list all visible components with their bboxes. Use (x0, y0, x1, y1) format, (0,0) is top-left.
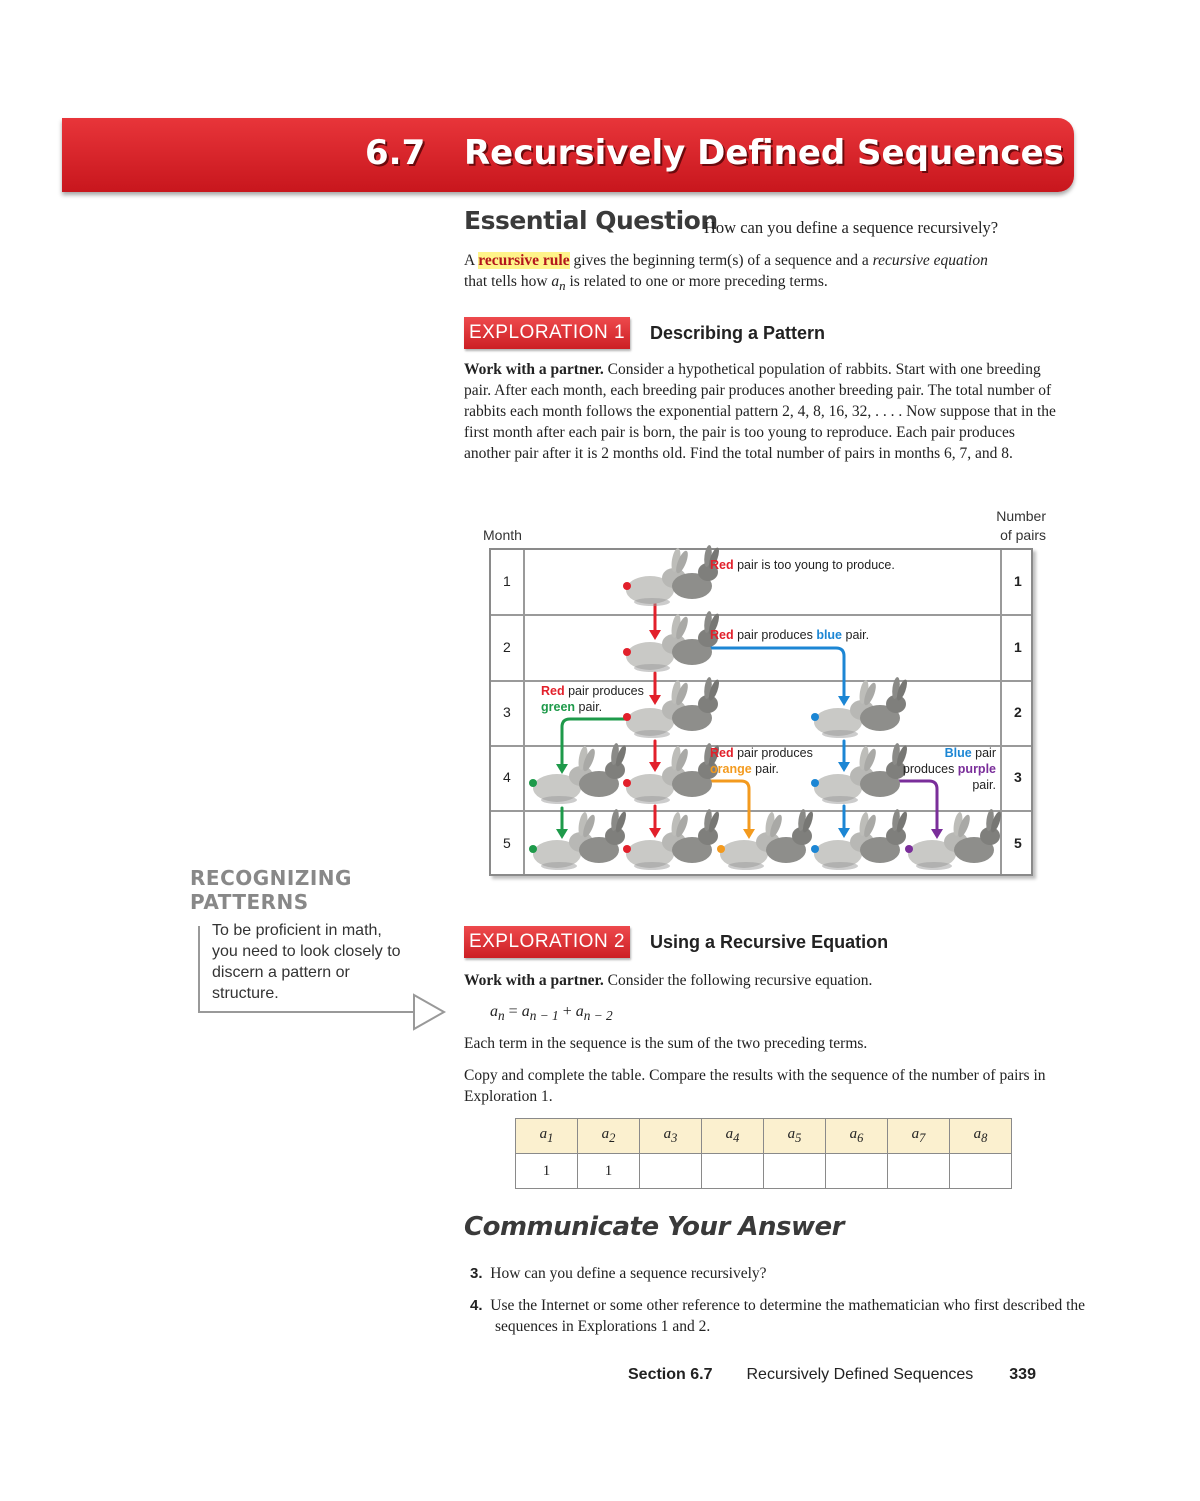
sequence-value-cell (950, 1154, 1012, 1189)
page-footer (628, 1366, 1036, 1384)
formula-part: a (490, 1003, 498, 1020)
sum-description: Each term in the sequence is the sum of the two preceding terms. (464, 1035, 868, 1052)
note-text: pair. (972, 778, 996, 792)
intro-text: gives the beginning term(s) of a sequence and a (569, 252, 873, 269)
month-column-label: Month (483, 527, 522, 543)
pairs-count: 5 (1014, 835, 1022, 851)
note-text: pair produces (564, 684, 644, 698)
exploration-1-tag: EXPLORATION 1 (464, 317, 630, 349)
pairs-column-label-2: of pairs (1000, 527, 1046, 543)
footer-section: Section 6.7 (628, 1366, 713, 1383)
lead-text: Work with a partner. (464, 361, 604, 378)
rabbit-icon (626, 743, 721, 804)
body-text: Consider the following recursive equation. (603, 972, 873, 989)
recognizing-patterns-title (190, 866, 352, 914)
note-text: pair. (575, 700, 603, 714)
page-number: 339 (1009, 1366, 1036, 1383)
month-number: 5 (503, 835, 511, 851)
question-text: How can you define a sequence recursively? (490, 1265, 767, 1282)
note-color-word: Blue (944, 746, 972, 760)
section-number: 6.7 (365, 133, 426, 173)
rabbit-icon (533, 743, 628, 804)
rabbit-icon (533, 809, 628, 870)
highlighted-term: recursive rule (478, 252, 570, 269)
pairs-column-label-1: Number (996, 508, 1046, 524)
sequence-header-cell: $a_4$ (702, 1119, 764, 1154)
rabbit-icon (814, 677, 909, 738)
note-text: pair. (842, 628, 870, 642)
note-color-word: Red (710, 746, 734, 760)
note-text: pair produces (733, 746, 813, 760)
sequence-value-cell (888, 1154, 950, 1189)
sequence-header-cell: $a_8$ (950, 1119, 1012, 1154)
formula-part: a (521, 1003, 530, 1020)
note-month-4-red (710, 745, 813, 777)
blue-arrow (705, 648, 844, 698)
pairs-count: 1 (1014, 573, 1022, 589)
intro-text: that tells how (464, 273, 552, 290)
note-color-word: blue (816, 628, 843, 642)
note-text: pair is too young to produce. (733, 558, 895, 572)
pairs-count: 2 (1014, 704, 1022, 720)
question-text: Use the Internet or some other reference to determine the mathematician who first described the sequences in Explorations 1 and 2. (490, 1297, 1086, 1335)
rabbit-icon (814, 809, 909, 870)
intro-text: A (464, 252, 479, 269)
essential-question-text: How can you define a sequence recursively? (704, 218, 999, 237)
communicate-title: Communicate Your Answer (464, 1212, 844, 1242)
sequence-header-row (516, 1119, 1012, 1154)
formula-part: = (504, 1003, 522, 1020)
exploration-2-text (464, 970, 1064, 991)
formula-sub: n (498, 1008, 505, 1024)
sequence-header-cell: $a_5$ (764, 1119, 826, 1154)
variable-subscript: n (559, 278, 566, 294)
sequence-value-cell: 1 (516, 1154, 578, 1189)
month-number: 1 (503, 573, 511, 589)
note-text: pair. (751, 762, 779, 776)
formula-part: + (558, 1003, 576, 1020)
sequence-header-cell: $a_2$ (578, 1119, 640, 1154)
note-month-4-blue (886, 745, 996, 793)
note-color-word: Red (541, 684, 565, 698)
variable: a (551, 273, 560, 290)
italic-term: recursive equation (872, 252, 988, 269)
title-line: RECOGNIZING (190, 866, 352, 890)
note-color-word: Red (710, 628, 734, 642)
recursive-formula (490, 1003, 613, 1024)
question-4 (470, 1295, 1095, 1337)
pairs-count: 1 (1014, 639, 1022, 655)
question-3 (470, 1263, 1070, 1284)
sequence-value-cell: 1 (578, 1154, 640, 1189)
sequence-header-cell: $a_3$ (640, 1119, 702, 1154)
lead-text: Work with a partner. (464, 972, 604, 989)
intro-text: is related to one or more preceding terms. (565, 273, 828, 290)
note-month-2 (710, 627, 869, 643)
sequence-table (515, 1118, 1012, 1189)
question-number: 3. (470, 1265, 483, 1282)
sequence-value-cell (764, 1154, 826, 1189)
body-text: Consider a hypothetical population of rabbits. Start with one breeding pair. After each month, each breeding pair produces another breeding pair. The total number of rabbits each month follows the exponential pattern 2, 4, 8, 16, 32, . . . . Now suppose that in the first month after each pair is born, the pair is too young to reproduce. Each pair produces another pair after it is 2 months old. Find the total number of pairs in months 6, 7, and 8. (464, 361, 1056, 462)
month-number: 4 (503, 769, 511, 785)
exploration-1-title: Describing a Pattern (650, 323, 826, 343)
formula-part: a (575, 1003, 584, 1020)
note-month-1 (710, 557, 895, 573)
month-number: 3 (503, 704, 511, 720)
note-color-word: orange (710, 762, 752, 776)
note-text: produces (902, 762, 958, 776)
note-text: pair produces (733, 628, 817, 642)
sequence-header-cell: $a_1$ (516, 1119, 578, 1154)
exploration-2-tag: EXPLORATION 2 (464, 926, 630, 958)
formula-sub: n − 2 (583, 1008, 613, 1024)
note-month-3 (541, 683, 644, 715)
exploration-2-title: Using a Recursive Equation (650, 932, 889, 952)
sequence-value-cell (702, 1154, 764, 1189)
rabbit-icon (908, 809, 1003, 870)
rabbit-icon (626, 611, 721, 672)
month-number: 2 (503, 639, 511, 655)
rabbit-icon (626, 545, 721, 606)
essential-question-label: Essential Question (464, 206, 718, 235)
sequence-header-cell: $a_6$ (826, 1119, 888, 1154)
note-color-word: Red (710, 558, 734, 572)
sequence-value-cell (826, 1154, 888, 1189)
pairs-count: 3 (1014, 769, 1022, 785)
rabbit-icon (626, 809, 721, 870)
sequence-value-cell (640, 1154, 702, 1189)
question-number: 4. (470, 1297, 483, 1314)
title-line: PATTERNS (190, 890, 309, 914)
rabbit-icon (720, 809, 815, 870)
recognizing-patterns-text: To be proficient in math, you need to look closely to discern a pattern or structure. (212, 922, 401, 1002)
note-color-word: purple (957, 762, 996, 776)
copy-instructions: Copy and complete the table. Compare the results with the sequence of the number of pairs in Exploration 1. (464, 1067, 1046, 1105)
formula-sub: n − 1 (529, 1008, 559, 1024)
sequence-header-cell: $a_7$ (888, 1119, 950, 1154)
note-text: pair (971, 746, 996, 760)
footer-title: Recursively Defined Sequences (746, 1366, 974, 1383)
sequence-value-row (516, 1154, 1012, 1189)
note-color-word: green (541, 700, 576, 714)
page-title: Recursively Defined Sequences (464, 133, 1064, 173)
